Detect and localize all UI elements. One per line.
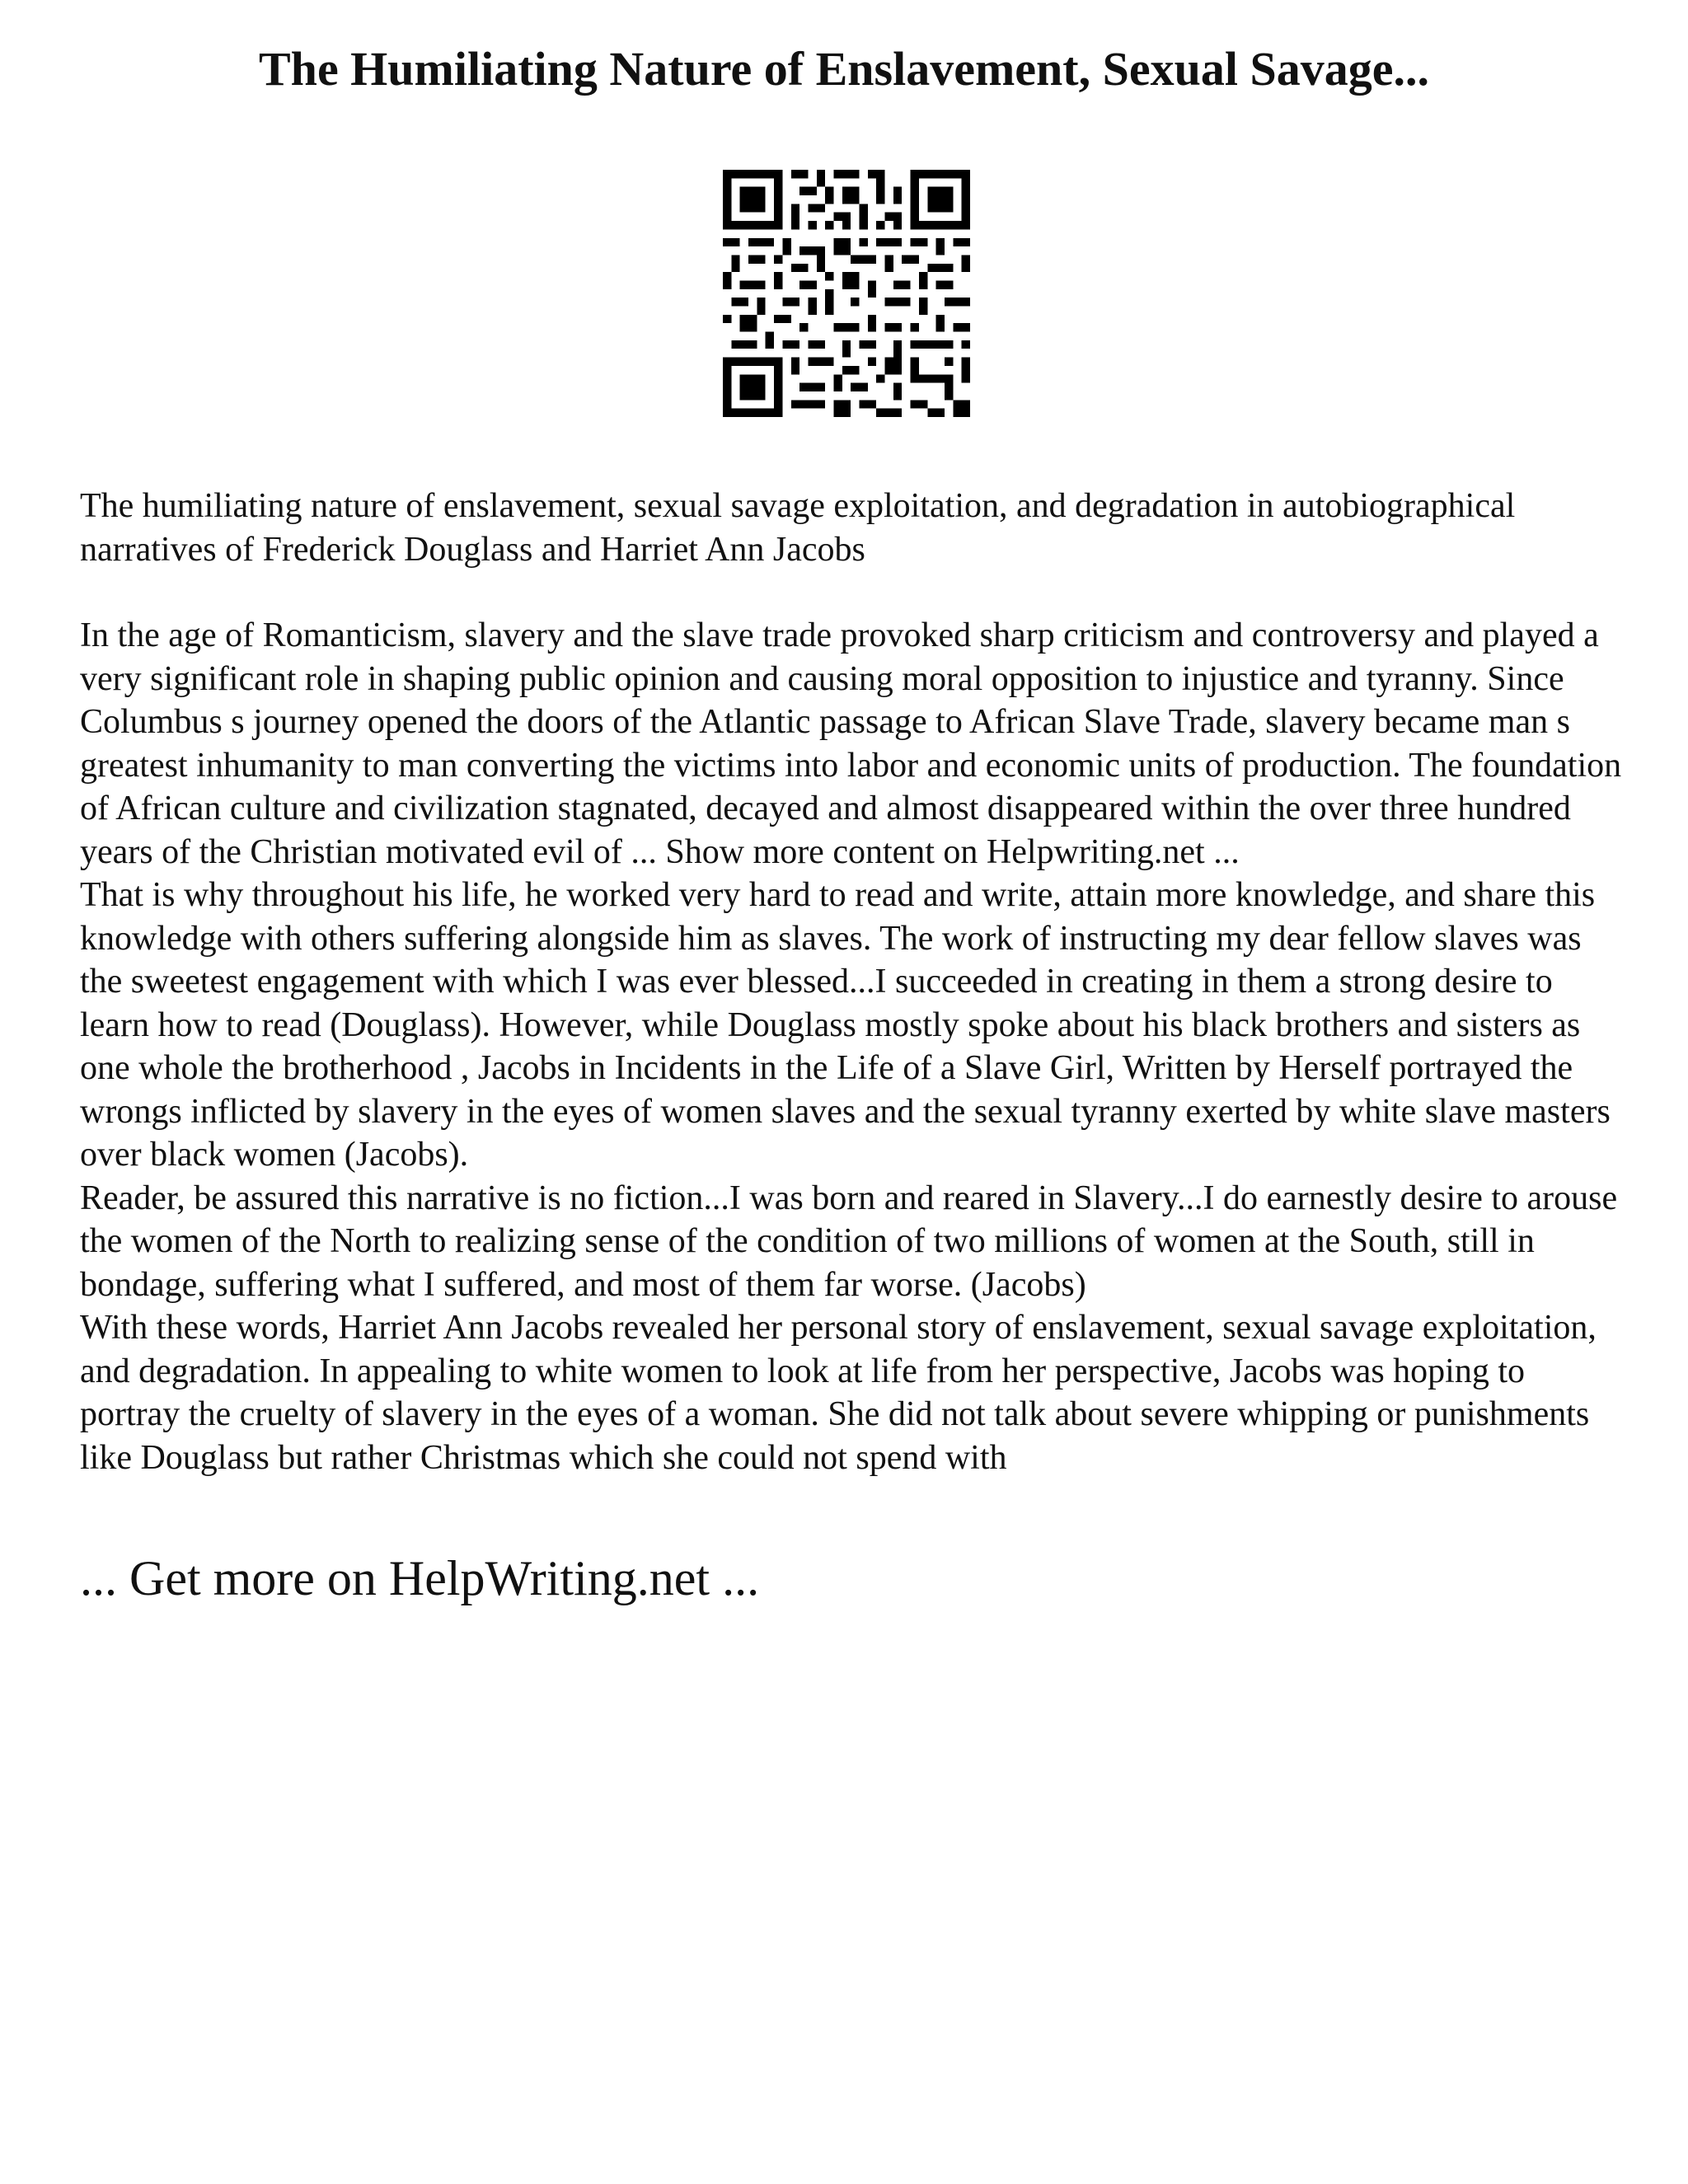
body-paragraph: In the age of Romanticism, slavery and the slave trade provoked sharp criticism and controversy and played a very significant role in shaping public opinion and causing moral opposition to injustice and tyranny. Since Columbus s journey opened the doors of the Atlantic passage to African Slave Trade, slavery became man s greatest inhumanity to man converting the victims into labor and economic units of production. The foundation of African culture and civilization stagnated, decayed and almost disappeared within the over three hundred years of the Christian motivated evil of ... Show more content on Helpwriting.net ... — [80, 616, 1622, 871]
page-title: The Humiliating Nature of Enslavement, Sexual Savage... — [259, 42, 1429, 96]
body-paragraph: That is why throughout his life, he worked very hard to read and write, attain more knowledge, and share this knowledge with others suffering alongside him as slaves. The work of instructing my dear fellow slaves was the sweetest engagement with which I was ever blessed...I succeeded in creating in them a strong desire to learn how to read (Douglass). However, while Douglass mostly spoke about his black brothers and sisters as one whole the brotherhood , Jacobs in Incidents in the Life of a Slave Girl, Written by Herself portrayed the wrongs inflicted by slavery in the eyes of women slaves and the sexual tyranny exerted by white slave masters over black women (Jacobs). — [80, 876, 1611, 1174]
get-more-link[interactable]: ... Get more on HelpWriting.net ... — [80, 1551, 760, 1605]
intro-paragraph: The humiliating nature of enslavement, sexual savage exploitation, and degradation in autobiographical narratives of Frederick Douglass and Harriet Ann Jacobs — [80, 487, 1516, 569]
qr-code-icon[interactable] — [723, 170, 970, 417]
paragraph-gap — [80, 571, 1629, 614]
document-body — [80, 485, 1629, 1479]
body-paragraph: With these words, Harriet Ann Jacobs revealed her personal story of enslavement, sexual savage exploitation, and degradation. In appealing to white women to look at life from her perspective, Jacobs was hoping to portray the cruelty of slavery in the eyes of a woman. She did not talk about severe whipping or punishments like Douglass but rather Christmas which she could not spend with — [80, 1309, 1597, 1477]
body-paragraph: Reader, be assured this narrative is no fiction...I was born and reared in Slavery...I do earnestly desire to arouse the women of the North to realizing sense of the condition of two millions of women at the South, still in bondage, suffering what I suffered, and most of them far worse. (Jacobs) — [80, 1179, 1618, 1304]
